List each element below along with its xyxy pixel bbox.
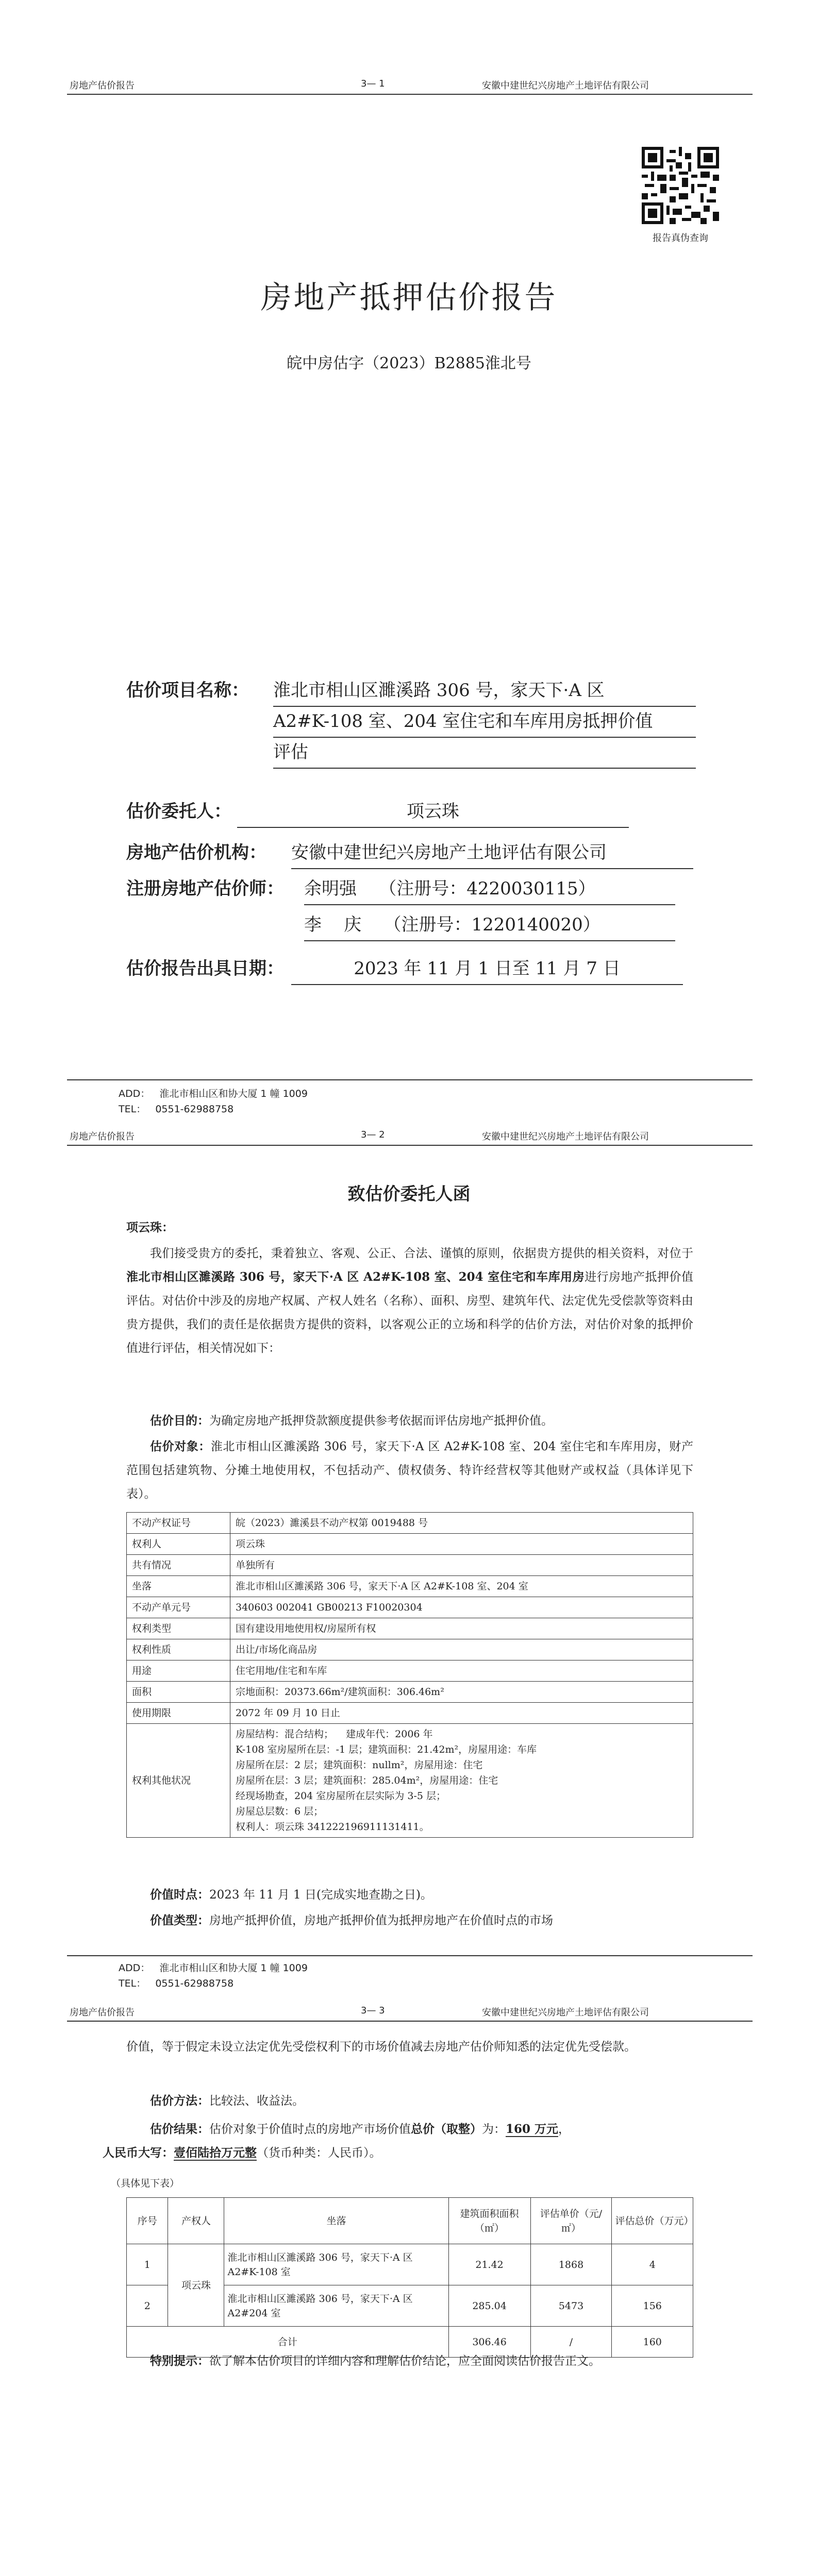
footer-rule: [67, 1079, 753, 1080]
header-left: 房地产估价报告: [70, 80, 135, 91]
report-title: 房地产抵押估价报告: [260, 280, 558, 316]
property-key: 不动产单元号: [127, 1597, 230, 1618]
valuation-index: 2: [127, 2285, 168, 2327]
header-left: 房地产估价报告: [70, 1131, 135, 1142]
special-notice: 特别提示：欲了解本估价项目的详细内容和理解估价结论，应全面阅读估价报告正文。: [150, 2354, 600, 2368]
purpose: 估价目的：为确定房地产抵押贷款额度提供参考依据而评估房地产抵押价值。: [150, 1414, 553, 1428]
valuation-header-cell: 产权人: [168, 2198, 224, 2244]
other-status-line: 经现场勘查，204 室房屋所在层实际为 3-5 层；: [236, 1790, 446, 1802]
appraiser-2: 李 庆 （注册号：1220140020）: [304, 909, 675, 941]
date-value: 2023 年 11 月 1 日至 11 月 7 日: [291, 953, 683, 985]
valuation-total: 156: [612, 2285, 693, 2327]
valuation-owner: 项云珠: [168, 2244, 224, 2327]
valuation-area: 21.42: [448, 2244, 530, 2285]
property-value: 宗地面积：20373.66m²/建筑面积：306.46m²: [230, 1682, 693, 1703]
page-header: [0, 1123, 818, 1144]
valuation-location: 淮北市相山区濉溪路 306 号，家天下·A 区 A2#K-108 室: [224, 2244, 448, 2285]
property-key: 共有情况: [127, 1555, 230, 1576]
property-key: 使用期限: [127, 1703, 230, 1724]
valuation-location: 淮北市相山区濉溪路 306 号，家天下·A 区 A2#204 室: [224, 2285, 448, 2327]
value-type-cont: 价值，等于假定未设立法定优先受偿权利下的市场价值减去房地产估价师知悉的法定优先受偿款。: [126, 2040, 636, 2054]
property-table-row: [127, 1703, 693, 1724]
property-table: [126, 1512, 693, 1838]
property-value: 2072 年 09 月 10 日止: [230, 1703, 693, 1724]
valuation-total: 4: [612, 2244, 693, 2285]
page-header: [0, 72, 818, 93]
property-table-row: [127, 1555, 693, 1576]
property-table-row: [127, 1682, 693, 1703]
valuation-header-cell: 评估总价（万元）: [612, 2198, 693, 2244]
valuation-header-cell: 建筑面积面积（㎡）: [448, 2198, 530, 2244]
header-right: 安徽中建世纪兴房地产土地评估有限公司: [482, 1131, 649, 1142]
property-table-row: [127, 1534, 693, 1555]
other-status-line: 房屋总层数：6 层；: [236, 1806, 324, 1817]
qr-code-icon[interactable]: [642, 147, 719, 224]
property-value: 出让/市场化商品房: [230, 1639, 693, 1660]
valuation-total-cell: 306.46: [448, 2327, 530, 2358]
detail-caption: （具体见下表）: [111, 2178, 180, 2189]
footer-tel: TEL： 0551-62988758: [119, 1104, 234, 1115]
appraiser-label: 注册房地产估价师：: [126, 878, 284, 899]
property-key: 权利其他状况: [127, 1724, 230, 1838]
property-table-row: [127, 1576, 693, 1597]
property-key: 权利类型: [127, 1618, 230, 1639]
date-label: 估价报告出具日期：: [126, 958, 284, 979]
valuation-index: 1: [127, 2244, 168, 2285]
property-value: 单独所有: [230, 1555, 693, 1576]
valuation-header-cell: 序号: [127, 2198, 168, 2244]
other-status-line: 房屋所在层：3 层；建筑面积：285.04m²，房屋用途：住宅: [236, 1775, 498, 1786]
header-left: 房地产估价报告: [70, 2007, 135, 2018]
property-value: 国有建设用地使用权/房屋所有权: [230, 1618, 693, 1639]
other-status-line: K-108 室房屋所在层：-1 层；建筑面积：21.42m²，房屋用途：车库: [236, 1744, 537, 1755]
agency-value: 安徽中建世纪兴房地产土地评估有限公司: [291, 837, 693, 869]
header-right: 安徽中建世纪兴房地产土地评估有限公司: [482, 2007, 649, 2018]
report-number: 皖中房估字（2023）B2885淮北号: [287, 354, 531, 372]
method: 估价方法：比较法、收益法。: [150, 2094, 304, 2108]
appraiser-1: 余明强 （注册号：4220030115）: [304, 873, 675, 905]
valuation-row: [127, 2244, 693, 2285]
property-value: 住宅用地/住宅和车库: [230, 1660, 693, 1682]
other-status-line: 房屋结构：混合结构； 建成年代：2006 年: [236, 1728, 433, 1740]
footer: [119, 1960, 308, 1991]
property-value: 淮北市相山区濉溪路 306 号，家天下·A 区 A2#K-108 室、204 室: [230, 1576, 693, 1597]
agency-label: 房地产估价机构：: [126, 842, 266, 863]
valuation-total-cell: 160: [612, 2327, 693, 2358]
footer-address: ADD： 淮北市相山区和协大厦 1 幢 1009: [119, 1962, 308, 1974]
salutation: 项云珠：: [126, 1221, 174, 1234]
result: 估价结果：估价对象于价值时点的房地产市场价值总价（取整）为：160 万元， 人民币大写：壹佰陆拾万元整（货币种类：人民币）。: [103, 2122, 571, 2160]
property-key: 权利人: [127, 1534, 230, 1555]
footer-address: ADD： 淮北市相山区和协大厦 1 幢 1009: [119, 1088, 308, 1099]
property-value: 项云珠: [230, 1534, 693, 1555]
client-value: 项云珠: [237, 796, 629, 828]
valuation-header-cell: 评估单价（元/㎡）: [530, 2198, 612, 2244]
header-rule: [67, 2021, 753, 2022]
footer: [119, 1086, 308, 1117]
property-table-row: [127, 1513, 693, 1534]
property-key: 用途: [127, 1660, 230, 1682]
other-status-line: 房屋所在层：2 层；建筑面积：nullm²，房屋用途：住宅: [236, 1759, 483, 1771]
project-line-2: A2#K-108 室、204 室住宅和车库用房抵押价值: [273, 706, 696, 738]
valuation-unit-price: 5473: [530, 2285, 612, 2327]
valuation-total-cell: /: [530, 2327, 612, 2358]
valuation-total-label: 合计: [127, 2327, 449, 2358]
letter-title: 致估价委托人函: [347, 1184, 471, 1205]
valuation-table: [126, 2197, 693, 2358]
property-table-row: [127, 1597, 693, 1618]
property-value: 340603 002041 GB00213 F10020304: [230, 1597, 693, 1618]
header-rule: [67, 1145, 753, 1146]
header-right: 安徽中建世纪兴房地产土地评估有限公司: [482, 80, 649, 91]
property-key: 不动产权证号: [127, 1513, 230, 1534]
project-line-1: 淮北市相山区濉溪路 306 号，家天下·A 区: [273, 675, 696, 707]
property-key: 面积: [127, 1682, 230, 1703]
valuation-area: 285.04: [448, 2285, 530, 2327]
property-key: 权利性质: [127, 1639, 230, 1660]
property-value: 皖（2023）濉溪县不动产权第 0019488 号: [230, 1513, 693, 1534]
header-page: 3— 3: [361, 2005, 385, 2016]
footer-rule: [67, 1955, 753, 1956]
property-other-status: [230, 1724, 693, 1838]
value-date: 价值时点：2023 年 11 月 1 日(完成实地查勘之日)。: [150, 1888, 432, 1902]
property-key: 坐落: [127, 1576, 230, 1597]
other-status-line: 权利人：项云珠 341222196911131411。: [236, 1821, 429, 1833]
footer-tel: TEL： 0551-62988758: [119, 1978, 234, 1989]
property-table-row: [127, 1724, 693, 1838]
qr-caption: 报告真伪查询: [653, 233, 708, 244]
object: 估价对象：淮北市相山区濉溪路 306 号，家天下·A 区 A2#K-108 室、204 室住宅和车库用房，财产范围包括建筑物、分摊土地使用权，不包括动产、债权债务、特许经营权等其他财产或权益（具体详见下表）。: [126, 1439, 694, 1501]
header-rule: [67, 94, 753, 95]
client-label: 估价委托人：: [126, 801, 231, 822]
project-label: 估价项目名称：: [126, 680, 249, 701]
property-table-row: [127, 1639, 693, 1660]
header-page: 3— 1: [361, 78, 385, 89]
property-table-row: [127, 1618, 693, 1639]
property-table-row: [127, 1660, 693, 1682]
value-type: 价值类型：房地产抵押价值，房地产抵押价值为抵押房地产在价值时点的市场: [150, 1913, 553, 1927]
letter-paragraph-1: 我们接受贵方的委托，秉着独立、客观、公正、合法、谨慎的原则，依据贵方提供的相关资料，对位于淮北市相山区濉溪路 306 号，家天下·A 区 A2#K-108 室、204 室住宅和车库用房进行房地产抵押价值评估。对估价中涉及的房地产权属、产权人姓名（名称）、面积、房型、建筑年代、法定优先受偿款等资料由贵方提供，我们的责任是依据贵方提供的资料，以客观公正的立场和科学的估价方法，对估价对象的抵押价值进行评估，相关情况如下：: [126, 1247, 694, 1355]
valuation-header-cell: 坐落: [224, 2198, 448, 2244]
project-line-3: 评估: [273, 737, 696, 769]
valuation-unit-price: 1868: [530, 2244, 612, 2285]
header-page: 3— 2: [361, 1129, 385, 1140]
page-header: [0, 1999, 818, 2020]
